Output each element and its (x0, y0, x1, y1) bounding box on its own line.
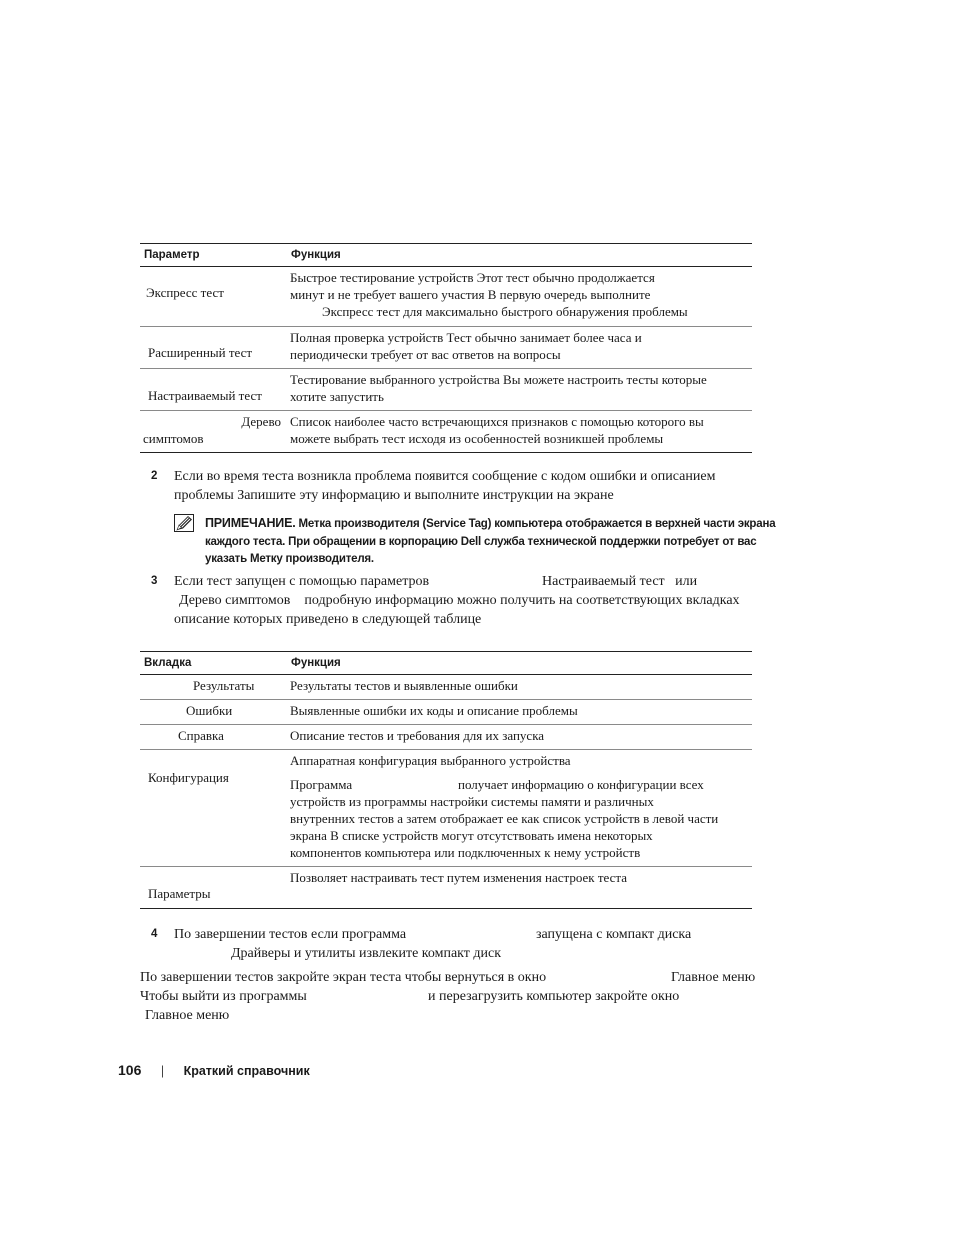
function-line: Экспресс тест для максимально быстрого обнаружения проблемы (322, 304, 688, 319)
column-header-function: Функция (287, 244, 752, 267)
function-line: компонентов компьютера или подключенных к нему устройств (290, 845, 641, 860)
table-row (140, 411, 752, 453)
step-number: 4 (151, 928, 158, 940)
footer-title: Краткий справочник (183, 1064, 310, 1078)
paragraph-line: и перезагрузить компьютер закройте окно (428, 989, 680, 1004)
step-number: 3 (151, 575, 158, 587)
note-pencil-icon (174, 514, 194, 532)
note-block (205, 515, 815, 569)
table-row (140, 267, 752, 327)
paragraph-line: По завершении тестов если программа (174, 927, 407, 942)
step-4-text (174, 925, 774, 963)
paragraph-line: описание которых приведено в следующей таблице (174, 612, 482, 627)
column-header-function: Функция (287, 652, 752, 675)
function-text: получает информацию о конфигурации всех (458, 777, 704, 792)
paragraph-line: запущена с компакт диска (536, 927, 692, 942)
function-line: внутренних тестов а затем отображает ее как список устройств в левой части (290, 811, 719, 826)
table-row (140, 369, 752, 411)
tab-name: Параметры (148, 886, 211, 901)
parameter-name: Настраиваемый тест (148, 388, 262, 403)
table-row (140, 867, 752, 909)
paragraph-line: Настраиваемый тест или (542, 574, 698, 589)
column-header-tab: Вкладка (140, 652, 287, 675)
tab-name: Результаты (193, 678, 255, 693)
note-text-line: Метка производителя (Service Tag) компьютера отображается в верхней части экрана (298, 518, 776, 530)
function-line: Тестирование выбранного устройства Вы можете настроить тесты которые (290, 372, 707, 387)
paragraph-line: По завершении тестов закройте экран теста чтобы вернуться в окно (140, 970, 547, 985)
table-row (140, 675, 752, 700)
note-label: ПРИМЕЧАНИЕ. (205, 516, 296, 530)
table-row (140, 700, 752, 725)
parameter-name-line1: Дерево (241, 414, 281, 429)
paragraph-line: Чтобы выйти из программы (140, 989, 307, 1004)
function-text: Выявленные ошибки их коды и описание проблемы (290, 703, 578, 718)
parameter-name: Экспресс тест (146, 285, 224, 300)
paragraph-line: проблемы Запишите эту информацию и выполните инструкции на экране (174, 488, 614, 503)
test-options-table (140, 243, 752, 453)
paragraph-line: Главное меню (671, 970, 756, 985)
tab-name: Ошибки (186, 703, 233, 718)
table-row (140, 725, 752, 750)
footer-separator: | (160, 1064, 165, 1078)
function-line: минут и не требует вашего участия В первую очередь выполните (290, 287, 651, 302)
tab-name: Конфигурация (148, 770, 229, 785)
tabs-table (140, 651, 752, 909)
function-line: Быстрое тестирование устройств Этот тест обычно продолжается (290, 270, 655, 285)
closing-paragraph (140, 968, 780, 1025)
page-number: 106 (118, 1062, 142, 1078)
function-line: Список наиболее часто встречающихся признаков с помощью которого вы (290, 414, 704, 429)
function-line: устройств из программы настройки системы памяти и различных (290, 794, 654, 809)
paragraph-line: Если во время теста возникла проблема появится сообщение с кодом ошибки и описанием (174, 469, 716, 484)
table-row (140, 327, 752, 369)
page-footer (118, 1062, 310, 1078)
function-text: Программа (290, 777, 353, 792)
column-header-parameter: Параметр (140, 244, 287, 267)
parameter-name-line2: симптомов (143, 431, 204, 446)
step-number: 2 (151, 470, 158, 482)
paragraph-line: Если тест запущен с помощью параметров (174, 574, 430, 589)
parameter-name: Расширенный тест (148, 345, 253, 360)
function-text: Описание тестов и требования для их запуска (290, 728, 545, 743)
function-text: Аппаратная конфигурация выбранного устройства (290, 753, 571, 768)
function-line: экрана В списке устройств могут отсутствовать имена некоторых (290, 828, 653, 843)
function-text: Результаты тестов и выявленные ошибки (290, 678, 518, 693)
function-line: можете выбрать тест исходя из особенностей возникшей проблемы (290, 431, 664, 446)
function-text: Позволяет настраивать тест путем изменения настроек теста (290, 870, 628, 885)
step-2-text (174, 467, 715, 505)
paragraph-line: Главное меню (145, 1008, 230, 1023)
function-line: хотите запустить (290, 389, 384, 404)
note-text-line: каждого теста. При обращении в корпорацию Dell служба технической поддержки потребует от вас (205, 535, 757, 548)
table-row (140, 750, 752, 867)
step-3-text (174, 572, 794, 629)
paragraph-line: Дерево симптомов подробную информацию можно получить на соответствующих вкладках (179, 593, 740, 608)
function-line: Полная проверка устройств Тест обычно занимает более часа и (290, 330, 642, 345)
tab-name: Справка (178, 728, 224, 743)
note-text-line: указать Метку производителя. (205, 553, 374, 565)
function-line: периодически требует от вас ответов на вопросы (290, 347, 561, 362)
paragraph-line: Драйверы и утилиты извлеките компакт диск (231, 946, 502, 961)
